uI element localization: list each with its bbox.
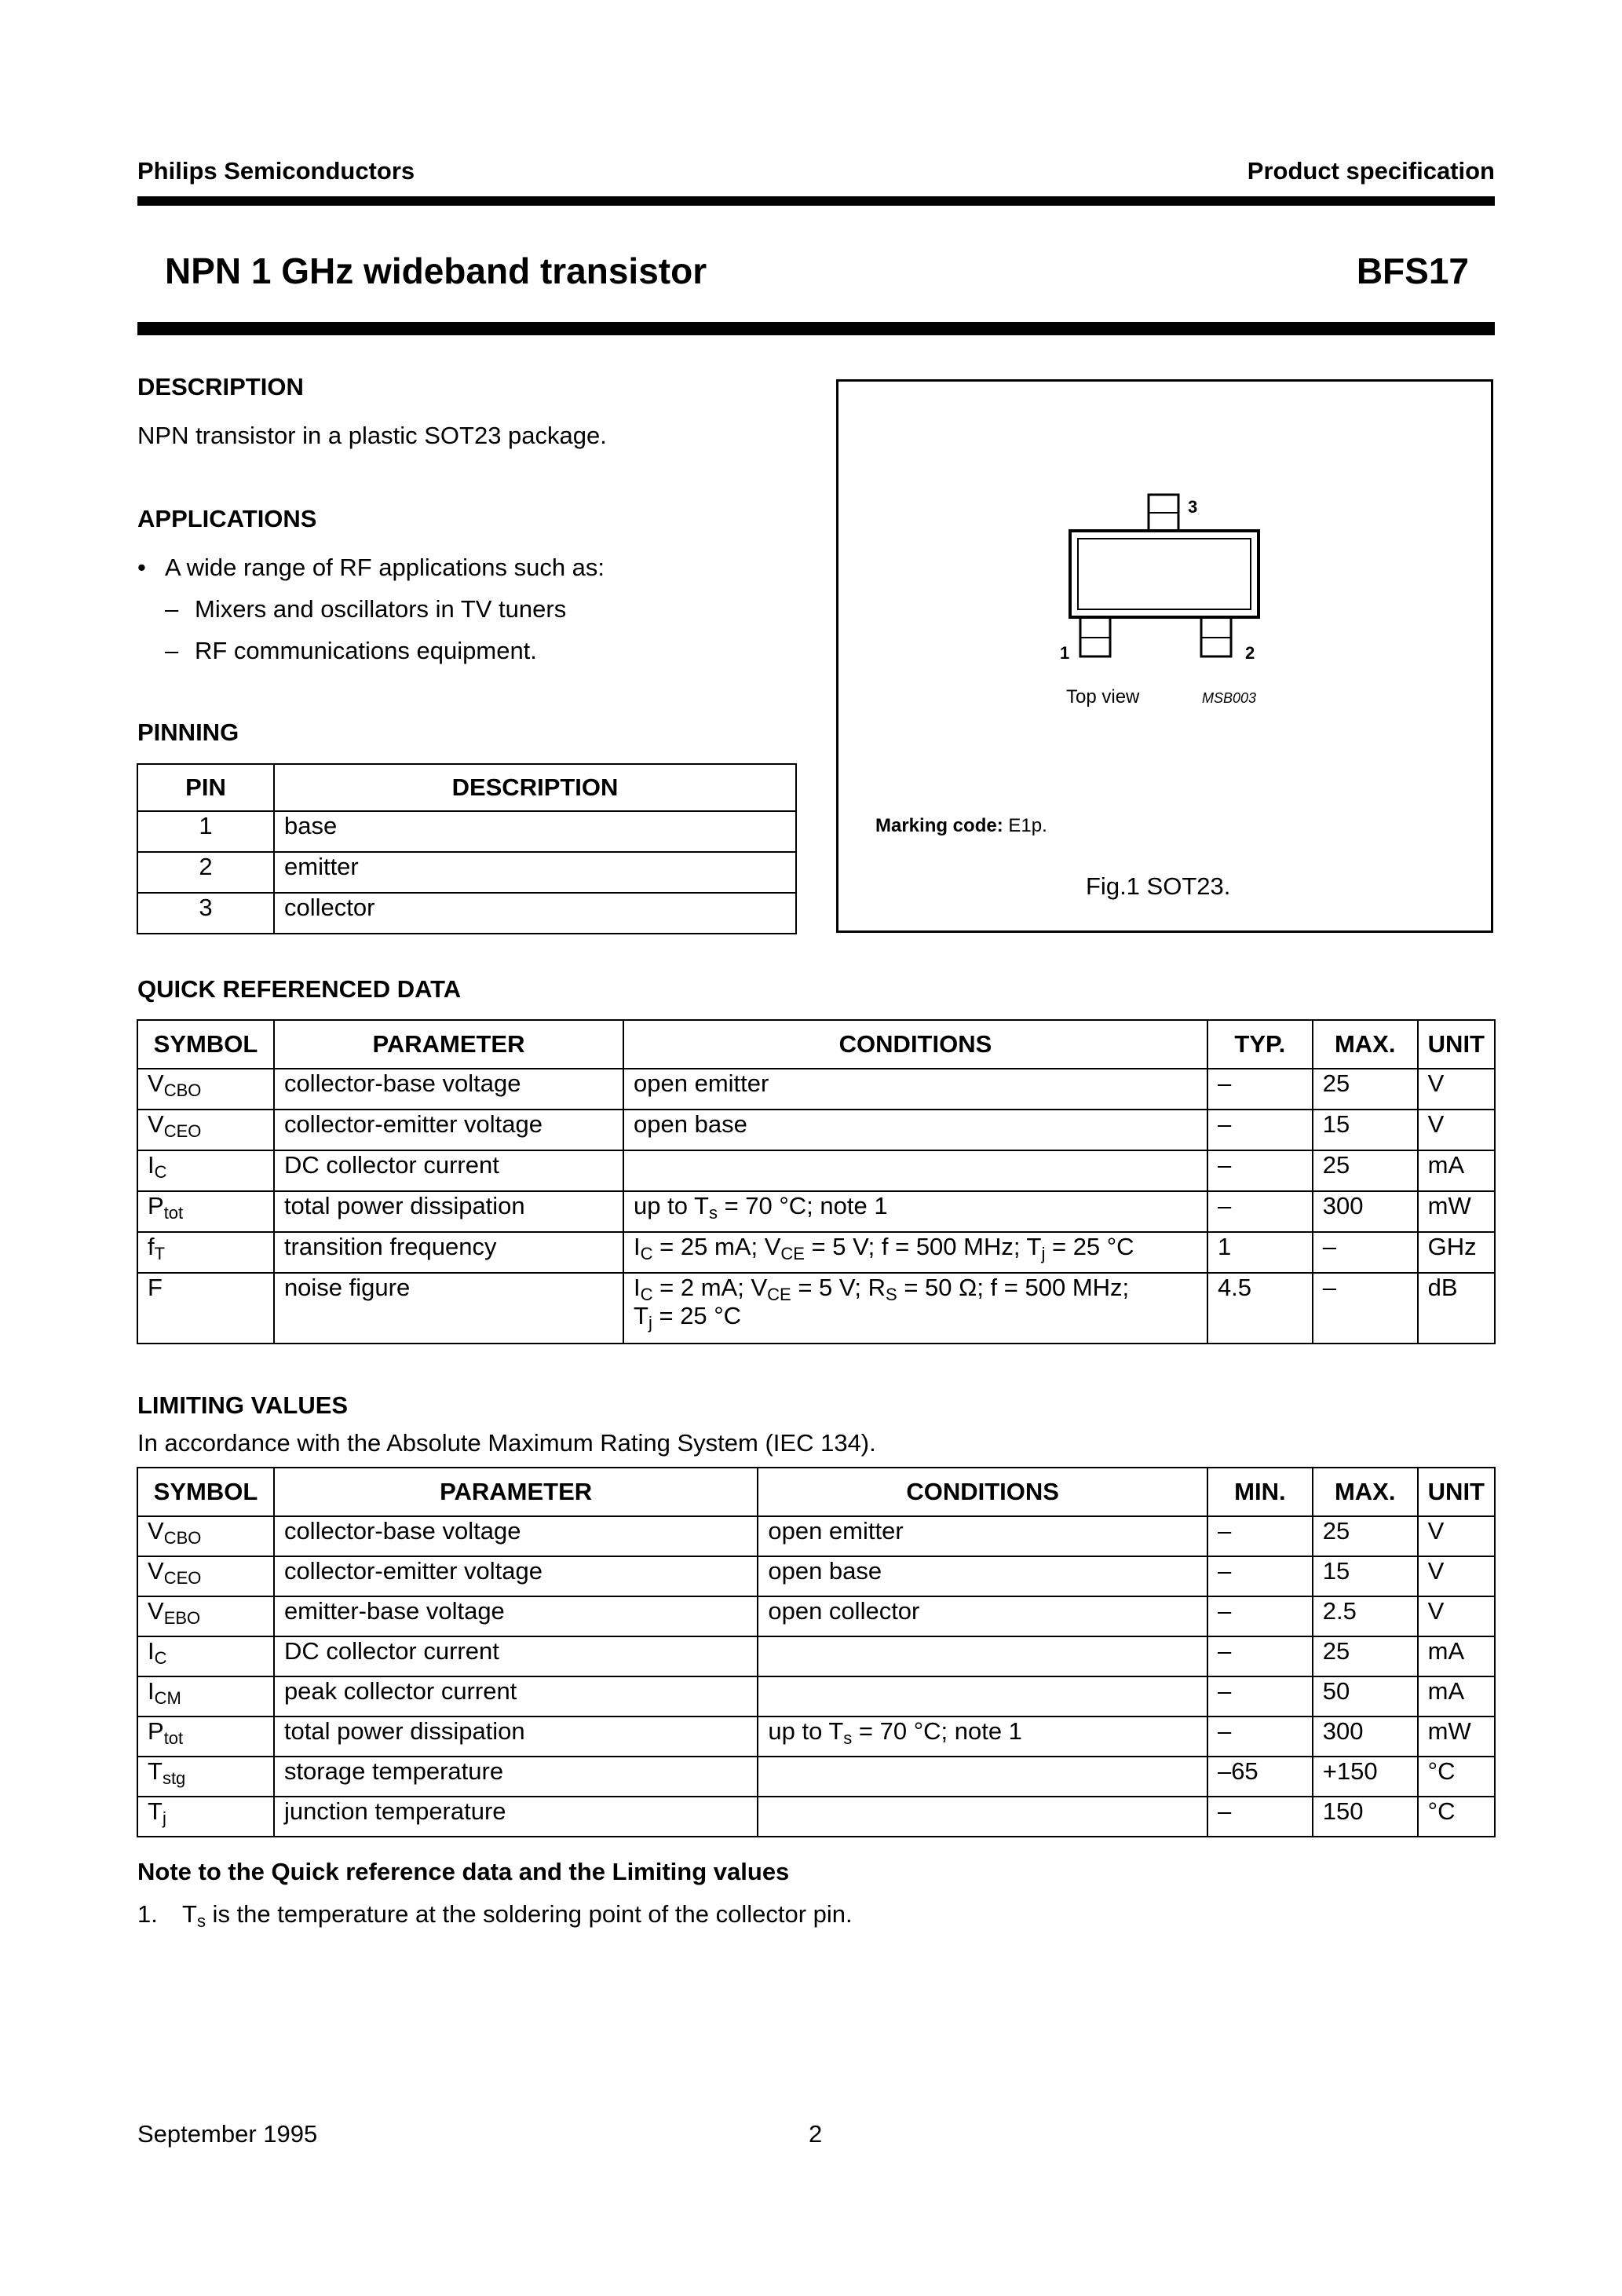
symbol-cell <box>137 1232 274 1273</box>
unit-cell: V <box>1418 1596 1495 1636</box>
marking-code-label: Marking code: <box>875 815 1003 836</box>
cond-subscript: C <box>640 1285 653 1304</box>
table-row <box>137 1273 1495 1344</box>
cond-subscript: C <box>640 1244 653 1263</box>
min-cell: – <box>1207 1556 1313 1596</box>
conditions-cell <box>758 1636 1207 1676</box>
conditions-cell: open emitter <box>623 1069 1207 1110</box>
unit-cell: dB <box>1418 1273 1495 1344</box>
figure-caption: Fig.1 SOT23. <box>1086 872 1231 900</box>
page-title: NPN 1 GHz wideband transistor <box>165 250 707 291</box>
unit-cell: mA <box>1418 1150 1495 1191</box>
symbol: V <box>148 1110 164 1138</box>
min-cell: – <box>1207 1676 1313 1717</box>
conditions-cell <box>623 1273 1207 1344</box>
conditions-cell: open collector <box>758 1596 1207 1636</box>
parameter-cell: DC collector current <box>274 1636 758 1676</box>
part-number: BFS17 <box>1356 250 1469 291</box>
col-header-min: MIN. <box>1207 1468 1313 1516</box>
conditions-cell <box>758 1797 1207 1837</box>
pin-description: collector <box>274 893 796 934</box>
max-cell: 150 <box>1313 1797 1418 1837</box>
col-header-typ: TYP. <box>1207 1020 1313 1069</box>
typ-cell: – <box>1207 1191 1313 1232</box>
symbol: V <box>148 1557 164 1585</box>
max-cell: 300 <box>1313 1191 1418 1232</box>
conditions-cell: open base <box>623 1110 1207 1150</box>
symbol: P <box>148 1192 164 1219</box>
symbol: V <box>148 1517 164 1545</box>
table-row <box>137 811 796 852</box>
table-row <box>137 1717 1495 1757</box>
min-cell: – <box>1207 1717 1313 1757</box>
min-cell: – <box>1207 1636 1313 1676</box>
quick-ref-heading: QUICK REFERENCED DATA <box>137 975 462 1003</box>
symbol-cell: F <box>137 1273 274 1344</box>
pin-number: 2 <box>137 852 274 893</box>
parameter-cell: collector-emitter voltage <box>274 1110 623 1150</box>
symbol: V <box>148 1597 164 1625</box>
document-type: Product specification <box>1247 157 1495 185</box>
table-row <box>137 893 796 934</box>
symbol-cell <box>137 1150 274 1191</box>
table-header-row <box>137 1020 1495 1069</box>
pin-description: base <box>274 811 796 852</box>
unit-cell: GHz <box>1418 1232 1495 1273</box>
note-heading: Note to the Quick reference data and the Limiting values <box>137 1858 790 1885</box>
header-rule <box>137 196 1495 206</box>
max-cell: 25 <box>1313 1636 1418 1676</box>
pinning-heading: PINNING <box>137 718 239 746</box>
cond-text: = 70 °C; note 1 <box>852 1717 1022 1745</box>
symbol-cell <box>137 1191 274 1232</box>
symbol-cell <box>137 1797 274 1837</box>
col-header-max: MAX. <box>1313 1020 1418 1069</box>
package-body-inner <box>1078 539 1251 609</box>
conditions-cell: open base <box>758 1556 1207 1596</box>
cond-text: I <box>634 1233 641 1260</box>
symbol-subscript: C <box>154 1162 167 1182</box>
table-row <box>137 1069 1495 1110</box>
unit-cell: mW <box>1418 1191 1495 1232</box>
table-row <box>137 1676 1495 1717</box>
applications-dash-1: – <box>165 595 179 623</box>
symbol-cell <box>137 1636 274 1676</box>
company-name: Philips Semiconductors <box>137 157 415 185</box>
cond-text: = 5 V; R <box>791 1274 886 1301</box>
cond-subscript: j <box>1041 1244 1046 1263</box>
applications-main: A wide range of RF applications such as: <box>165 554 605 581</box>
symbol: f <box>148 1233 155 1260</box>
symbol-subscript: tot <box>163 1203 184 1223</box>
typ-cell: – <box>1207 1110 1313 1150</box>
applications-bullet: • <box>137 554 146 581</box>
max-cell: 50 <box>1313 1676 1418 1717</box>
drawing-code: MSB003 <box>1202 690 1257 706</box>
table-row <box>137 1596 1495 1636</box>
table-header-row <box>137 764 796 811</box>
parameter-cell: noise figure <box>274 1273 623 1344</box>
table-row <box>137 1110 1495 1150</box>
cond-text: = 25 °C <box>652 1302 742 1329</box>
symbol: I <box>148 1637 155 1665</box>
package-body <box>1070 531 1259 617</box>
applications-sub-2: RF communications equipment. <box>195 637 537 664</box>
cond-subscript: s <box>708 1203 718 1223</box>
table-row <box>137 1191 1495 1232</box>
limiting-heading: LIMITING VALUES <box>137 1391 349 1419</box>
table-row <box>137 1636 1495 1676</box>
typ-cell: 4.5 <box>1207 1273 1313 1344</box>
col-header-unit: UNIT <box>1418 1468 1495 1516</box>
cond-subscript: CE <box>780 1244 805 1263</box>
symbol-subscript: tot <box>163 1728 184 1748</box>
col-header-conditions: CONDITIONS <box>758 1468 1207 1516</box>
title-rule <box>137 322 1495 335</box>
pin-1-label: 1 <box>1060 643 1070 663</box>
parameter-cell: transition frequency <box>274 1232 623 1273</box>
unit-cell: V <box>1418 1110 1495 1150</box>
unit-cell: °C <box>1418 1797 1495 1837</box>
parameter-cell: DC collector current <box>274 1150 623 1191</box>
symbol-subscript: T <box>154 1244 166 1263</box>
applications-heading: APPLICATIONS <box>137 505 317 532</box>
conditions-cell <box>623 1191 1207 1232</box>
symbol: V <box>148 1069 164 1097</box>
typ-cell: – <box>1207 1150 1313 1191</box>
sot23-package-drawing <box>838 382 1491 930</box>
symbol: P <box>148 1717 164 1745</box>
min-cell: – <box>1207 1797 1313 1837</box>
unit-cell: mA <box>1418 1676 1495 1717</box>
table-row <box>137 1150 1495 1191</box>
marking-code-value: E1p. <box>1008 815 1047 836</box>
symbol: I <box>148 1677 155 1705</box>
note-body: is the temperature at the soldering point of the collector pin. <box>205 1900 853 1928</box>
cond-text: = 25 °C <box>1045 1233 1134 1260</box>
table-row <box>137 1232 1495 1273</box>
pinning-table <box>137 763 797 934</box>
cond-text: = 70 °C; note 1 <box>717 1192 888 1219</box>
pin-3-label: 3 <box>1188 497 1198 517</box>
cond-text: = 5 V; f = 500 MHz; T <box>804 1233 1042 1260</box>
col-header-description: DESCRIPTION <box>274 764 796 811</box>
cond-subscript: j <box>648 1313 652 1333</box>
symbol-cell <box>137 1676 274 1717</box>
cond-subscript: s <box>843 1728 853 1748</box>
applications-sub-1: Mixers and oscillators in TV tuners <box>195 595 567 623</box>
symbol-cell <box>137 1757 274 1797</box>
table-row <box>137 1516 1495 1556</box>
parameter-cell: collector-base voltage <box>274 1069 623 1110</box>
description-heading: DESCRIPTION <box>137 373 304 400</box>
description-text: NPN transistor in a plastic SOT23 package. <box>137 422 607 449</box>
table-header-row <box>137 1468 1495 1516</box>
unit-cell: °C <box>1418 1757 1495 1797</box>
symbol-subscript: CEO <box>163 1121 202 1141</box>
pin-description: emitter <box>274 852 796 893</box>
symbol: T <box>148 1757 163 1785</box>
max-cell: 25 <box>1313 1150 1418 1191</box>
min-cell: – <box>1207 1596 1313 1636</box>
cond-subscript: CE <box>767 1285 791 1304</box>
min-cell: – <box>1207 1516 1313 1556</box>
max-cell: – <box>1313 1273 1418 1344</box>
symbol-subscript: CBO <box>163 1080 202 1100</box>
table-row <box>137 1757 1495 1797</box>
figure-box <box>836 379 1493 933</box>
cond-text: T <box>634 1302 648 1329</box>
table-row <box>137 1797 1495 1837</box>
max-cell: 300 <box>1313 1717 1418 1757</box>
unit-cell: V <box>1418 1069 1495 1110</box>
typ-cell: 1 <box>1207 1232 1313 1273</box>
symbol-cell <box>137 1596 274 1636</box>
note-number: 1. <box>137 1900 158 1928</box>
unit-cell: mA <box>1418 1636 1495 1676</box>
symbol-subscript: C <box>154 1648 167 1668</box>
conditions-cell: open emitter <box>758 1516 1207 1556</box>
cond-subscript: S <box>886 1285 897 1304</box>
max-cell: 2.5 <box>1313 1596 1418 1636</box>
symbol: T <box>148 1797 163 1825</box>
max-cell: 25 <box>1313 1069 1418 1110</box>
symbol-subscript: CEO <box>163 1568 202 1588</box>
parameter-cell: emitter-base voltage <box>274 1596 758 1636</box>
max-cell: 15 <box>1313 1556 1418 1596</box>
max-cell: – <box>1313 1232 1418 1273</box>
unit-cell: V <box>1418 1556 1495 1596</box>
limiting-intro: In accordance with the Absolute Maximum Rating System (IEC 134). <box>137 1429 876 1457</box>
cond-text: = 25 mA; V <box>652 1233 781 1260</box>
quick-ref-table <box>137 1019 1496 1344</box>
symbol-subscript: stg <box>162 1768 186 1788</box>
max-cell: 15 <box>1313 1110 1418 1150</box>
col-header-symbol: SYMBOL <box>137 1020 274 1069</box>
cond-text: up to T <box>768 1717 844 1745</box>
footer-date: September 1995 <box>137 2120 318 2148</box>
symbol-subscript: j <box>162 1808 166 1828</box>
conditions-cell <box>758 1717 1207 1757</box>
marking-code <box>875 815 1047 837</box>
symbol-cell <box>137 1556 274 1596</box>
min-cell: –65 <box>1207 1757 1313 1797</box>
symbol-subscript: CM <box>154 1688 181 1708</box>
col-header-conditions: CONDITIONS <box>623 1020 1207 1069</box>
conditions-cell <box>758 1757 1207 1797</box>
col-header-unit: UNIT <box>1418 1020 1495 1069</box>
applications-dash-2: – <box>165 637 179 664</box>
cond-text: up to T <box>634 1192 709 1219</box>
parameter-cell: total power dissipation <box>274 1191 623 1232</box>
cond-text: = 2 mA; V <box>652 1274 768 1301</box>
table-row <box>137 852 796 893</box>
col-header-pin: PIN <box>137 764 274 811</box>
pin-number: 1 <box>137 811 274 852</box>
typ-cell: – <box>1207 1069 1313 1110</box>
symbol-subscript: CBO <box>163 1528 202 1548</box>
note-symbol: T <box>182 1900 197 1928</box>
page-number: 2 <box>809 2120 823 2148</box>
conditions-cell <box>623 1232 1207 1273</box>
symbol-cell <box>137 1110 274 1150</box>
table-row <box>137 1556 1495 1596</box>
parameter-cell: collector-emitter voltage <box>274 1556 758 1596</box>
parameter-cell: total power dissipation <box>274 1717 758 1757</box>
cond-text: I <box>634 1274 641 1301</box>
max-cell: 25 <box>1313 1516 1418 1556</box>
pin-2-label: 2 <box>1245 643 1255 663</box>
parameter-cell: storage temperature <box>274 1757 758 1797</box>
note-text <box>182 1900 853 1929</box>
symbol: I <box>148 1151 155 1179</box>
symbol-cell <box>137 1069 274 1110</box>
parameter-cell: peak collector current <box>274 1676 758 1717</box>
symbol-subscript: EBO <box>163 1608 201 1628</box>
limiting-values-table <box>137 1467 1496 1837</box>
col-header-max: MAX. <box>1313 1468 1418 1516</box>
parameter-cell: collector-base voltage <box>274 1516 758 1556</box>
pin-number: 3 <box>137 893 274 934</box>
cond-text: = 50 Ω; f = 500 MHz; <box>897 1274 1130 1301</box>
conditions-cell <box>623 1150 1207 1191</box>
note-symbol-subscript: s <box>196 1911 206 1931</box>
parameter-cell: junction temperature <box>274 1797 758 1837</box>
symbol-cell <box>137 1516 274 1556</box>
col-header-symbol: SYMBOL <box>137 1468 274 1516</box>
symbol-cell <box>137 1717 274 1757</box>
max-cell: +150 <box>1313 1757 1418 1797</box>
conditions-cell <box>758 1676 1207 1717</box>
unit-cell: mW <box>1418 1717 1495 1757</box>
col-header-parameter: PARAMETER <box>274 1468 758 1516</box>
unit-cell: V <box>1418 1516 1495 1556</box>
top-view-label: Top view <box>1066 686 1140 707</box>
col-header-parameter: PARAMETER <box>274 1020 623 1069</box>
